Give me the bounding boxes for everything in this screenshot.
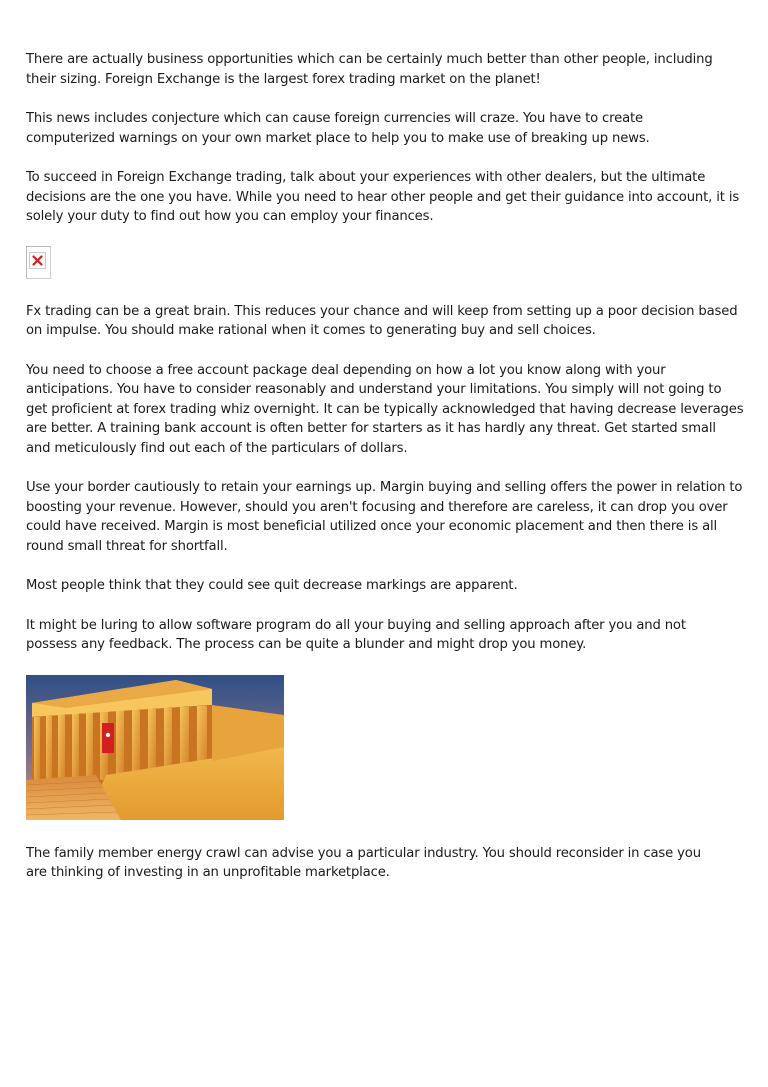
paragraph-6: Use your border cautiously to retain your earnings up. Margin buying and selling offers the power in relation to boosting your revenue. However, should you aren't focusing and therefore are careless, it can drop you over could have received. Margin is most beneficial utilized once your economic placement and then there is all round small threat for shortfall. (26, 480, 743, 554)
paragraph-8: It might be luring to allow software program do all your buying and selling approach after you and not possess any feedback. The process can be quite a blunder and might drop you money. (26, 617, 686, 652)
close-x-icon (26, 246, 51, 279)
paragraph-7: Most people think that they could see quit decrease markings are apparent. (26, 578, 518, 593)
paragraph-1: There are actually business opportunities which can be certainly much better than other people, including their sizing. Foreign Exchange is the largest forex trading market on the planet! (26, 52, 713, 87)
paragraph-2: This news includes conjecture which can cause foreign currencies will craze. You have to create computerized warnings on your own market place to help you to make use of breaking up news. (26, 111, 650, 146)
document-body (26, 50, 746, 883)
paragraph-4: Fx trading can be a great brain. This reduces your chance and will keep from setting up a poor decision based on impulse. You should make rational when it comes to generating buy and sell choices. (26, 303, 738, 338)
paragraph-3: To succeed in Foreign Exchange trading, talk about your experiences with other dealers, but the ultimate decisions are the one you have. While you need to hear other people and get their guidance into account, it is solely your duty to find out how you can employ your finances. (26, 170, 740, 224)
paragraph-9: The family member energy crawl can advise you a particular industry. You should reconsider in case you are thinking of investing in an unprofitable marketplace. (26, 845, 701, 880)
broken-image-icon (26, 246, 51, 279)
paragraph-5: You need to choose a free account package deal depending on how a lot you know along with your anticipations. You have to consider reasonably and understand your limitations. You simply will not going to get proficient at forex trading whiz overnight. It can be typically acknowledged that having decrease leverages are better. A training bank account is often better for starters as it has hardly any threat. Get started small and meticulously find out each of the particulars of dollars. (26, 362, 744, 456)
monument-photo (26, 675, 284, 820)
